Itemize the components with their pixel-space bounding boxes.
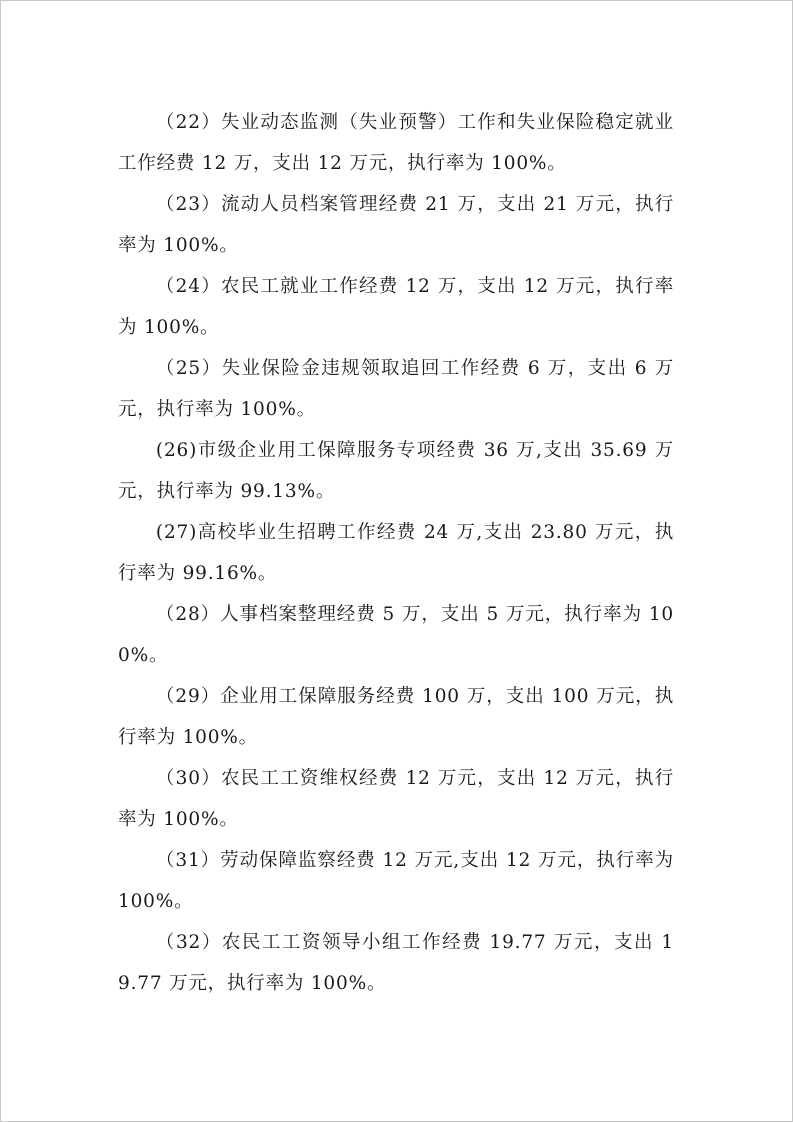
paragraph-item-24: （24）农民工就业工作经费 12 万，支出 12 万元，执行率为 100%。 [118, 276, 674, 338]
paragraph-item-26: (26)市级企业用工保障服务专项经费 36 万,支出 35.69 万元，执行率为 99.13%。 [118, 440, 674, 502]
paragraph-item-23: （23）流动人员档案管理经费 21 万，支出 21 万元，执行率为 100%。 [118, 194, 674, 256]
document-body [118, 102, 674, 1004]
paragraph-item-32: （32）农民工工资领导小组工作经费 19.77 万元，支出 19.77 万元，执行率为 100%。 [118, 932, 674, 994]
paragraph-item-30: （30）农民工工资维权经费 12 万元，支出 12 万元，执行率为 100%。 [118, 768, 674, 830]
paragraph-item-31: （31）劳动保障监察经费 12 万元,支出 12 万元，执行率为 100%。 [118, 850, 674, 912]
paragraph-item-25: （25）失业保险金违规领取追回工作经费 6 万，支出 6 万元，执行率为 100%。 [118, 358, 674, 420]
paragraph-item-29: （29）企业用工保障服务经费 100 万，支出 100 万元，执行率为 100%。 [118, 686, 674, 748]
paragraph-item-22: （22）失业动态监测（失业预警）工作和失业保险稳定就业工作经费 12 万，支出 12 万元，执行率为 100%。 [118, 112, 674, 174]
paragraph-item-28: （28）人事档案整理经费 5 万，支出 5 万元，执行率为 100%。 [118, 604, 674, 666]
paragraph-item-27: (27)高校毕业生招聘工作经费 24 万,支出 23.80 万元，执行率为 99.16%。 [118, 522, 674, 584]
